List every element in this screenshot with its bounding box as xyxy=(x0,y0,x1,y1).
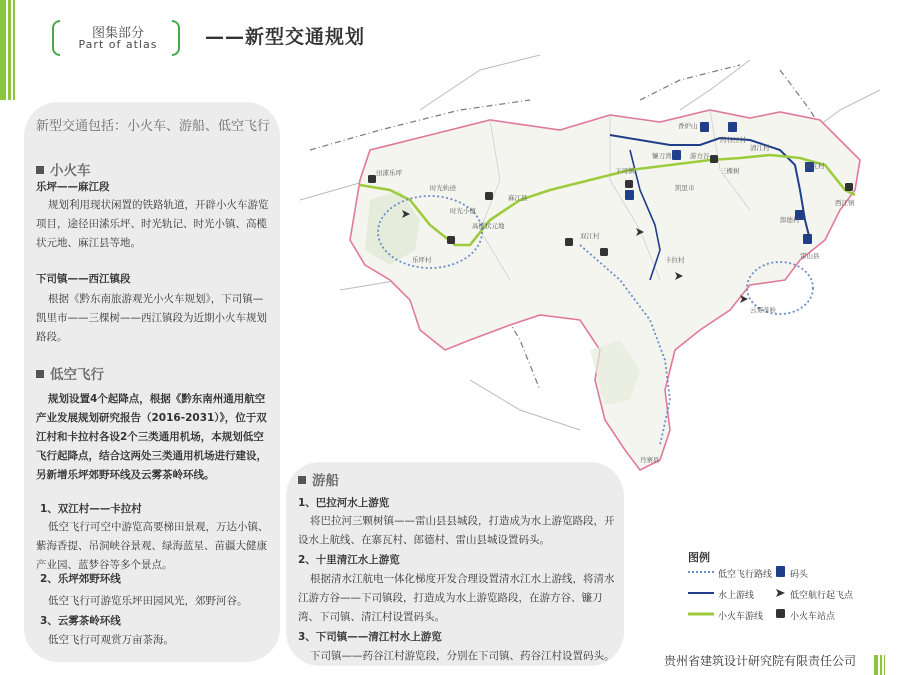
accent-bar xyxy=(0,0,6,100)
boat-item-text: 根据清水江航电一体化梯度开发合理设置清水江水上游线，将清水江游方谷——下司镇段，打造成为水上游览路段，在游方谷、镰刀湾、下司镇、清江村设置码头。 xyxy=(298,573,615,623)
flight-item-title: 1、双江村——卡拉村 xyxy=(40,503,142,515)
section-label-en: Part of atlas xyxy=(78,38,158,51)
train-seg2-title: 下司镇——西江镇段 xyxy=(36,273,131,285)
flight-item-title: 2、乐坪郊野环线 xyxy=(40,573,121,585)
label-kala: 卡拉村 xyxy=(665,256,685,264)
accent-bar xyxy=(884,655,885,675)
label-lepin: 乐坪村 xyxy=(412,256,432,264)
boat-heading: 游船 xyxy=(298,472,339,491)
label-qingjiang: 清江村 xyxy=(750,144,770,152)
label-yaogu: 药谷江村 xyxy=(720,136,746,144)
label-youfang: 游方谷 xyxy=(690,152,710,160)
intro-text: 新型交通包括：小火车、游船、低空飞行 xyxy=(36,119,271,134)
legend-label: 码头 xyxy=(790,570,809,580)
label-xiasi: 下司镇 xyxy=(615,167,635,175)
train-heading: 小火车 xyxy=(36,162,91,181)
flight-item-text: 低空飞行可空中游览高要梯田景观，万达小镇、紫海香提、吊洞峡谷景观、绿海蓝星、苗疆大健康产业园、蓝梦谷等多个景点。 xyxy=(36,521,269,571)
flight-heading: 低空飞行 xyxy=(36,366,104,385)
label-shuangjiang: 双江村 xyxy=(580,232,600,240)
accent-bar xyxy=(880,655,882,675)
legend-label: 小火车站点 xyxy=(790,612,836,622)
label-kaili: 凯里市 xyxy=(675,184,695,192)
planning-boundary xyxy=(350,110,860,470)
anchor-icon xyxy=(776,566,785,577)
flight-text: 规划设置4个起降点，根据《黔东南州通用航空产业发展规划研究报告（2016-2031）》，位于双江村和卡拉村各设2个三类通用机场，本规划低空飞行起降点，结合这两处三类通用机场进行建设，另新增乐坪郊野环线及云雾茶岭环线。 xyxy=(36,393,267,481)
company-name: 贵州省建筑设计研究院有限责任公司 xyxy=(664,654,857,668)
label-gaolan: 高榄状元地 xyxy=(472,222,505,230)
plane-icon xyxy=(776,589,785,597)
boat-item-text: 下司镇——药谷江村游览段，分别在下司镇、药谷江村设置码头。 xyxy=(310,650,615,662)
label-zhaiwa: 寨瓦村 xyxy=(805,162,825,170)
transport-map xyxy=(280,50,900,525)
train-seg1-text: 规划利用现状闲置的铁路轨道，开辟小火车游览项目，途径田溸乐坪、时光轨记、时光小镇、高榄状元地、麻江县等地。 xyxy=(36,199,269,249)
flight-item-text: 低空飞行可观赏万亩茶海。 xyxy=(48,634,174,646)
boat-item-title: 3、下司镇——清江村水上游览 xyxy=(298,631,442,643)
boat-item-title: 2、十里清江水上游览 xyxy=(298,554,400,566)
label-shiguang: 时光轨迹 xyxy=(430,184,456,192)
label-xiangluo: 香炉山 xyxy=(678,122,698,130)
accent-bar xyxy=(8,0,11,100)
section-label-cn: 图集部分 xyxy=(91,26,144,41)
boat-item-text: 将巴拉河三颗树镇——雷山县县城段，打造成为水上游览路段，开设水上航线、在寨瓦村、郎德村、雷山县城设置码头。 xyxy=(298,515,615,546)
train-station-icon xyxy=(776,609,785,618)
label-leishan: 雷山县 xyxy=(800,252,820,260)
accent-bar xyxy=(874,655,878,675)
label-sankeshu: 三棵树 xyxy=(720,167,740,175)
accent-bar xyxy=(13,0,15,100)
legend-label: 水上游线 xyxy=(718,591,755,601)
train-seg2-text: 根据《黔东南旅游观光小火车规划》，下司镇—凯里市——三棵树——西江镇段为近期小火车规划路段。 xyxy=(36,293,267,343)
legend-label: 低空航行起飞点 xyxy=(790,591,854,601)
label-yunwu: 云雾茶岭 xyxy=(750,306,776,314)
label-danjia: 丹寨县 xyxy=(640,456,660,464)
label-liandao: 镰刀湾 xyxy=(652,152,672,160)
label-xijiang: 西江镇 xyxy=(835,199,855,207)
flight-item-text: 低空飞行可游览乐坪田园风光，郊野河谷。 xyxy=(48,595,248,607)
label-shiguang-town: 时光小镇 xyxy=(450,207,476,215)
label-majiang: 麻江县 xyxy=(508,194,528,202)
legend-title: 图例 xyxy=(688,551,710,564)
label-tianxi: 田溸乐坪 xyxy=(376,169,402,177)
boat-item-title: 1、巴拉河水上游览 xyxy=(298,497,390,509)
flight-item-title: 3、云雾茶岭环线 xyxy=(40,615,121,627)
train-seg1-title: 乐坪——麻江段 xyxy=(36,181,110,193)
legend-label: 小火车游线 xyxy=(718,612,764,622)
legend-label: 低空飞行路线 xyxy=(718,570,773,580)
label-langde: 郎德村 xyxy=(780,216,800,224)
page-title: ——新型交通规划 xyxy=(205,26,366,48)
